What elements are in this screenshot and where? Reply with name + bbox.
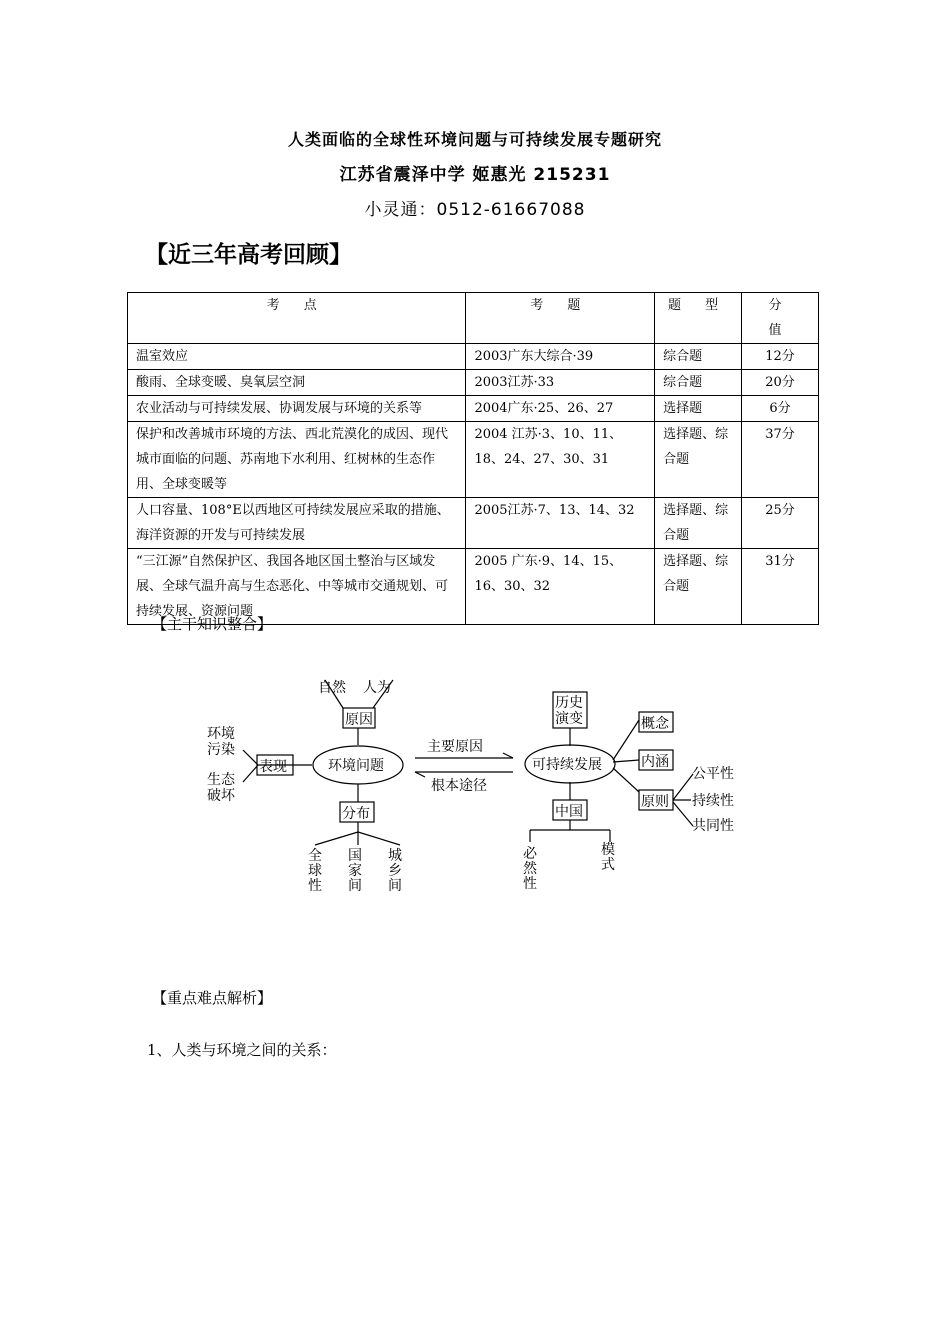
cell-question: 2003江苏·33 <box>466 370 655 396</box>
svg-text:性: 性 <box>308 878 322 894</box>
main-knowledge-heading: 【主干知识整合】 <box>152 615 273 633</box>
svg-text:全: 全 <box>308 848 322 864</box>
table-row <box>128 396 819 422</box>
main-cause-label: 主要原因 <box>427 739 483 755</box>
cell-type: 综合题 <box>655 344 742 370</box>
eco-label-1: 生态 <box>207 772 235 788</box>
cell-score: 6分 <box>742 396 819 422</box>
cell-topic: 农业活动与可持续发展、协调发展与环境的关系等 <box>128 396 466 422</box>
concept-label: 概念 <box>641 716 669 732</box>
pollution-label-2: 污染 <box>207 742 235 758</box>
table-row <box>128 370 819 396</box>
exam-review-table <box>127 292 819 625</box>
human-label: 人为 <box>363 680 391 696</box>
svg-text:性: 性 <box>523 876 537 892</box>
table-row <box>128 498 819 549</box>
manifest-label: 表现 <box>259 759 287 775</box>
cell-score: 31分 <box>742 549 819 625</box>
header-type: 题 型 <box>655 293 742 344</box>
cell-score: 25分 <box>742 498 819 549</box>
svg-text:城: 城 <box>388 848 402 864</box>
svg-text:家: 家 <box>348 863 362 879</box>
cell-question: 2004 江苏·3、10、11、18、24、27、30、31 <box>466 422 655 498</box>
fundamental-way-label: 根本途径 <box>431 778 487 794</box>
author-line: 江苏省震泽中学 姬惠光 215231 <box>339 165 611 185</box>
fairness-label: 公平性 <box>692 766 734 782</box>
table-row <box>128 344 819 370</box>
header-score: 分 值 <box>742 293 819 344</box>
item-1-heading: 1、人类与环境之间的关系： <box>147 1041 337 1059</box>
svg-text:国: 国 <box>348 848 362 864</box>
cell-score: 37分 <box>742 422 819 498</box>
china-label: 中国 <box>555 804 583 820</box>
principle-label: 原则 <box>641 794 669 810</box>
env-problem-node: 环境问题 <box>328 758 384 774</box>
table-row <box>128 422 819 498</box>
review-heading: 【近三年高考回顾】 <box>145 242 352 268</box>
cell-topic: 温室效应 <box>128 344 466 370</box>
header-topic: 考 点 <box>128 293 466 344</box>
svg-text:间: 间 <box>388 878 402 894</box>
distribution-label: 分布 <box>342 806 370 822</box>
table-header-row <box>128 293 819 344</box>
cell-question: 2005 广东·9、14、15、16、30、32 <box>466 549 655 625</box>
cell-topic: 人口容量、108°E以西地区可持续发展应采取的措施、海洋资源的开发与可持续发展 <box>128 498 466 549</box>
header-question: 考 题 <box>466 293 655 344</box>
natural-label: 自然 <box>318 680 346 696</box>
concept-map <box>195 670 755 900</box>
svg-text:然: 然 <box>523 861 537 877</box>
svg-text:球: 球 <box>308 863 322 879</box>
commonality-label: 共同性 <box>692 818 734 834</box>
document-title: 人类面临的全球性环境问题与可持续发展专题研究 <box>287 130 662 149</box>
cell-type: 选择题 <box>655 396 742 422</box>
svg-text:间: 间 <box>348 878 362 894</box>
global-label <box>308 848 322 894</box>
cause-label: 原因 <box>345 712 373 728</box>
svg-text:式: 式 <box>601 857 615 873</box>
connotation-label: 内涵 <box>641 754 669 770</box>
eco-label-2: 破坏 <box>207 788 235 804</box>
history-label-2: 演变 <box>555 711 583 727</box>
history-label-1: 历史 <box>555 695 583 711</box>
necessity-label <box>523 846 538 892</box>
cell-type: 选择题、综合题 <box>655 422 742 498</box>
cell-question: 2005江苏·7、13、14、32 <box>466 498 655 549</box>
continuity-label: 持续性 <box>692 793 734 809</box>
cell-type: 选择题、综合题 <box>655 498 742 549</box>
pollution-label-1: 环境 <box>207 726 235 742</box>
cell-topic: 酸雨、全球变暖、臭氧层空洞 <box>128 370 466 396</box>
cell-type: 选择题、综合题 <box>655 549 742 625</box>
svg-text:必: 必 <box>523 846 537 862</box>
cell-question: 2003广东大综合·39 <box>466 344 655 370</box>
sustainable-node: 可持续发展 <box>532 757 602 773</box>
cell-type: 综合题 <box>655 370 742 396</box>
cell-score: 20分 <box>742 370 819 396</box>
mode-label <box>601 841 615 873</box>
cell-topic: 保护和改善城市环境的方法、西北荒漠化的成因、现代城市面临的问题、苏南地下水利用、红树林的生态作用、全球变暖等 <box>128 422 466 498</box>
cell-score: 12分 <box>742 344 819 370</box>
phone-line: 小灵通：0512-61667088 <box>364 200 586 220</box>
cell-question: 2004广东·25、26、27 <box>466 396 655 422</box>
cell-topic: “三江源”自然保护区、我国各地区国土整治与区域发展、全球气温升高与生态恶化、中等城市交通规划、可持续发展、资源问题 <box>128 549 466 625</box>
national-label <box>348 848 362 894</box>
svg-text:乡: 乡 <box>388 863 402 879</box>
key-points-heading: 【重点难点解析】 <box>152 989 273 1007</box>
svg-text:模: 模 <box>601 842 615 858</box>
urban-rural-label <box>388 848 402 894</box>
